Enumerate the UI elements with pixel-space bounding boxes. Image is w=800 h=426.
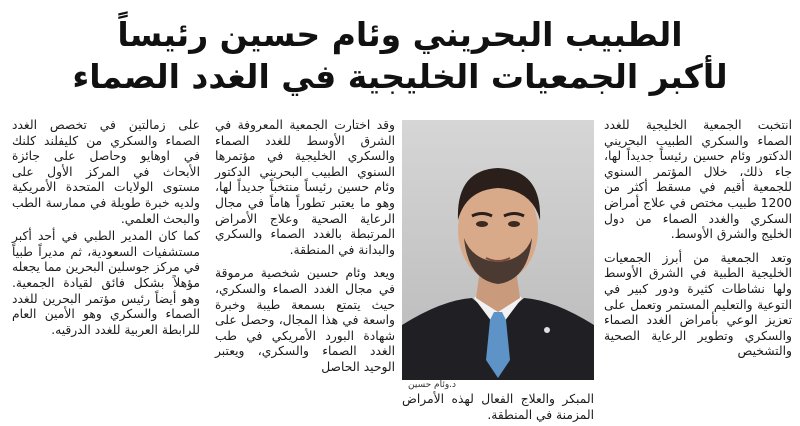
paragraph: ويعد وئام حسين شخصية مرموقة في مجال الغدد الصماء والسكري، حيث يتمتع بسمعة طيبة وخبرة واسعة في هذا المجال، وحصل على شهادة البورد الأمريكي في طب الغدد الصماء والسكري، ويعتبر الوحيد الحاصل xyxy=(215,266,395,374)
headline-line-2: لأكبر الجمعيات الخليجية في الغدد الصماء xyxy=(72,57,728,96)
paragraph: المبكر والعلاج الفعال لهذه الأمراض المزمنة في المنطقة. xyxy=(402,392,594,422)
paragraph: كما كان المدير الطبي في أحد أكبر مستشفيات السعودية، ثم مديراً طبياً في مركز جوسلين البحرين مما يجعله مؤهلاً بشكل فائق لقيادة الجمعية. وهو أيضاً رئيس مؤتمر البحرين للغدد الصماء والسكري وهو الأمين العام للرابطة العربية للغدد الدرقيه. xyxy=(12,229,200,337)
article-headline xyxy=(20,14,780,98)
paragraph: انتخبت الجمعية الخليجية للغدد الصماء والسكري الطبيب البحريني الدكتور وئام حسين رئيساً جديداً لها، جاء ذلك، خلال المؤتمر السنوي للجمعية أقيم في مسقط أكثر من 1200 طبيب مختص في علاج أمراض السكري والغدد الصماء من دول الخليج والشرق الأوسط. xyxy=(604,118,792,242)
column-left xyxy=(12,118,200,340)
column-right xyxy=(604,118,792,362)
paragraph: على زمالتين في تخصص الغدد الصماء والسكري من كليفلند كلنك في اوهايو وحاصل على جائزة الأبحاث في المركز الأول على مستوى الولايات المتحدة الأمريكية ولديه خبرة طويلة في ممارسة الطب والبحث العلمي. xyxy=(12,118,200,226)
photo-caption-text: د.وئام حسين xyxy=(408,380,457,390)
paragraph: وتعد الجمعية من أبرز الجمعيات الخليجية الطبية في الشرق الأوسط ولها نشاطات كثيرة ودور كبير في التوعية والتعليم المستمر وتعمل على تعزيز الوعي بأمراض الغدد الصماء والسكري وتطوير الرعاية الصحية والتشخيص xyxy=(604,250,792,359)
paragraph: وقد اختارت الجمعية المعروفة في الشرق الأوسط للغدد الصماء والسكري الخليجية في مؤتمرها السنوي الطبيب البحريني الدكتور وئام حسين رئيساً منتخباً جديداً لها، وهو ما يعتبر تطوراً هاماً في مجال الرعاية الصحية وعلاج الأمراض المرتبطة بالغدد الصماء والسكري والبدانة في المنطقة. xyxy=(215,118,395,257)
photo-bottom-paragraph xyxy=(402,392,594,423)
column-middle xyxy=(215,118,395,378)
headline-line-1: الطبيب البحريني وئام حسين رئيساً xyxy=(117,15,683,54)
portrait-photo xyxy=(402,120,594,380)
portrait-illustration xyxy=(402,120,594,380)
